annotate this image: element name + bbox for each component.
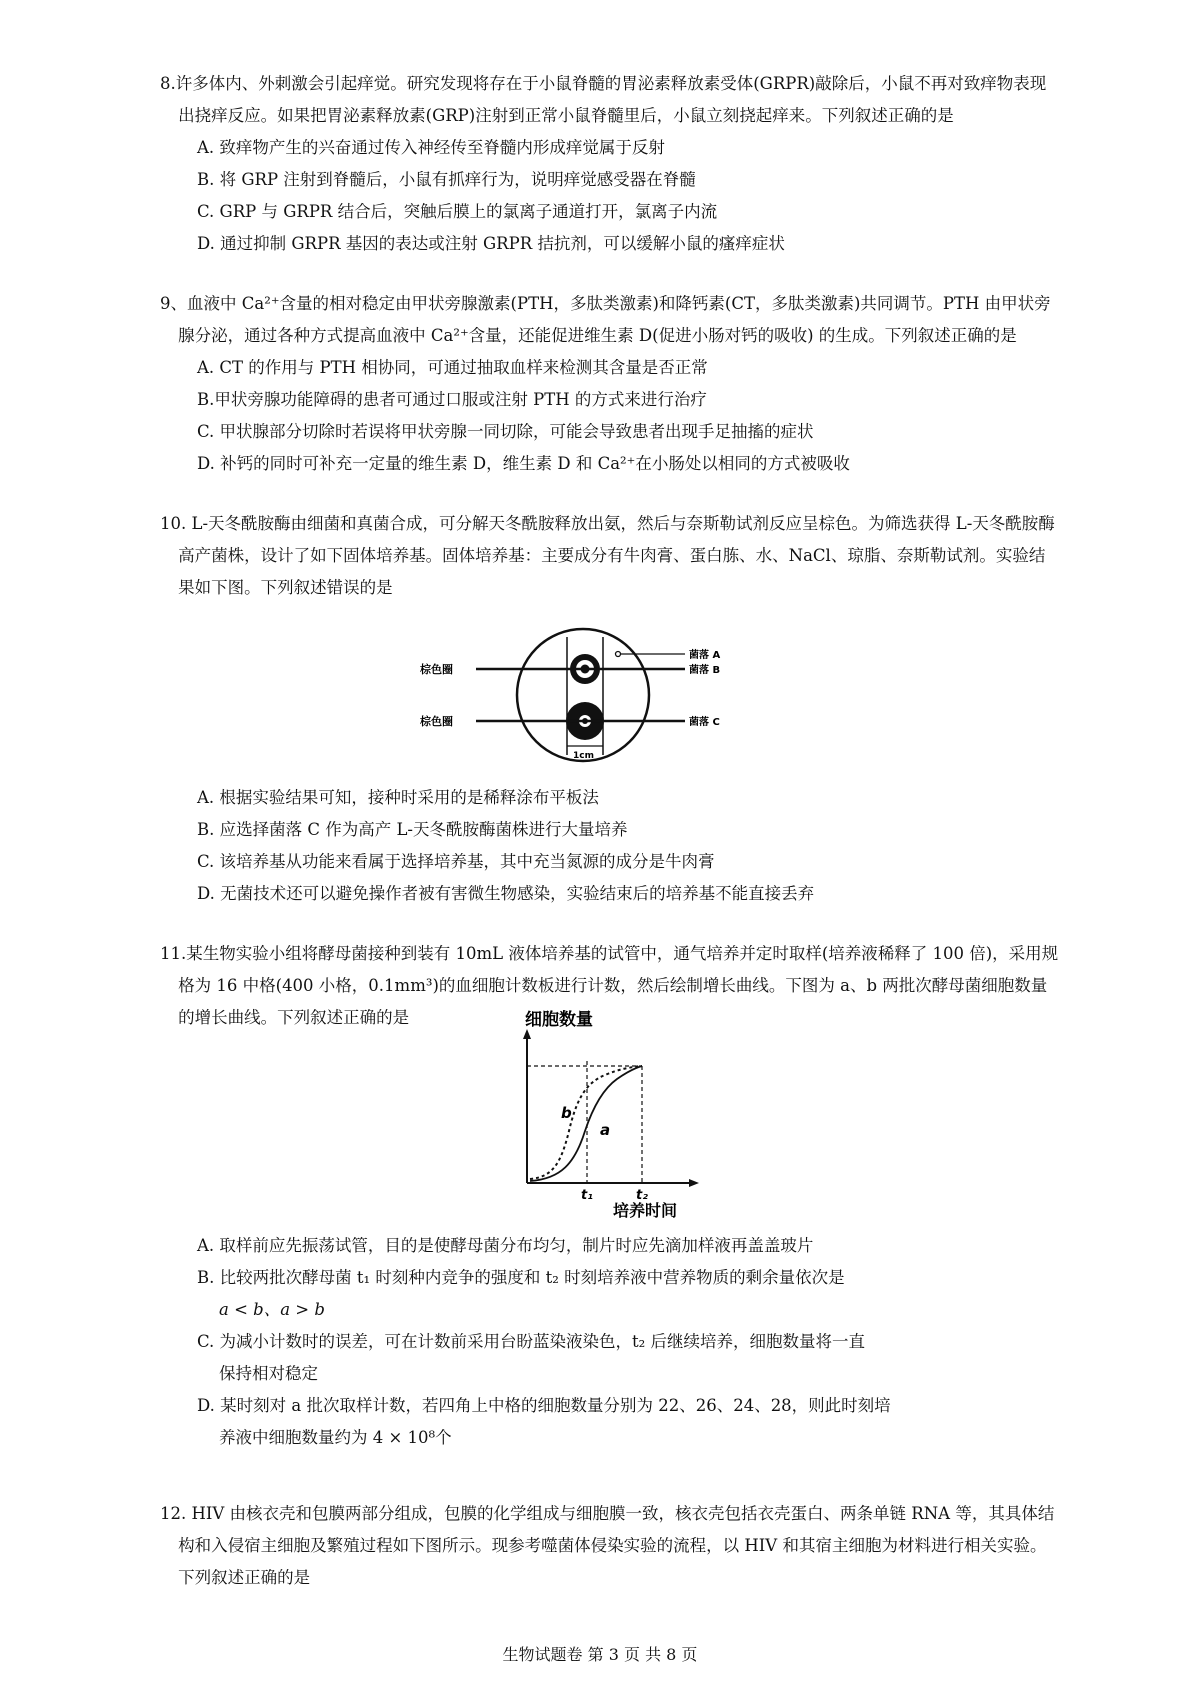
t2-label: t₂ — [636, 1188, 648, 1203]
chart-y-label: 细胞数量 — [525, 1010, 593, 1030]
q10-option-a: A. 根据实验结果可知，接种时采用的是稀释涂布平板法 — [197, 788, 599, 807]
curve-b-label: b — [561, 1104, 572, 1122]
brown-ring-label-2: 棕色圈 — [420, 715, 453, 728]
t1-label: t₁ — [581, 1188, 593, 1203]
q8-option-a: A. 致痒物产生的兴奋通过传入神经传至脊髓内形成痒觉属于反射 — [197, 138, 665, 157]
q11-option-b-line1: B. 比较两批次酵母菌 t₁ 时刻种内竞争的强度和 t₂ 时刻培养液中营养物质的剩余量依次是 — [197, 1268, 845, 1287]
q9-option-a: A. CT 的作用与 PTH 相协同，可通过抽取血样来检测其含量是否正常 — [197, 358, 708, 377]
brown-ring-label-1: 棕色圈 — [420, 663, 453, 676]
question-12 — [160, 1498, 1060, 1594]
q8-option-b: B. 将 GRP 注射到脊髓后，小鼠有抓痒行为，说明痒觉感受器在脊髓 — [197, 170, 696, 189]
q11-option-c — [160, 1326, 1060, 1390]
y-axis-arrow — [523, 1029, 531, 1039]
q9-option-c: C. 甲状腺部分切除时若误将甲状旁腺一同切除，可能会导致患者出现手足抽搐的症状 — [197, 422, 814, 441]
chart-x-label: 培养时间 — [613, 1201, 678, 1220]
x-axis-arrow — [689, 1179, 699, 1187]
question-8-stem: 8.许多体内、外刺激会引起痒觉。研究发现将存在于小鼠脊髓的胃泌素释放素受体(GRPR)敲除后，小鼠不再对致痒物表现出挠痒反应。如果把胃泌素释放素(GRP)注射到正常小鼠脊髓里后，小鼠立刻挠起痒来。下列叙述正确的是 — [160, 74, 1047, 125]
petri-dish-outline — [517, 629, 649, 761]
question-11-stem: 11.某生物实验小组将酵母菌接种到装有 10mL 液体培养基的试管中，通气培养并定时取样(培养液稀释了 100 倍)，采用规格为 16 中格(400 小格，0.1mm³)的血细胞计数板进行计数，然后绘制增长曲线。下图为 a、b 两批次酵母菌细胞数量的增长曲线。下列叙述正确的是 — [160, 944, 1059, 1027]
q10-option-b: B. 应选择菌落 C 作为高产 L-天冬酰胺酶菌株进行大量培养 — [197, 820, 628, 839]
curve-a-label: a — [600, 1121, 611, 1139]
q10-option-d: D. 无菌技术还可以避免操作者被有害微生物感染，实验结束后的培养基不能直接丢弃 — [197, 884, 815, 903]
q8-option-d: D. 通过抑制 GRPR 基因的表达或注射 GRPR 拮抗剂，可以缓解小鼠的瘙痒症状 — [197, 234, 785, 253]
question-12-stem: 12. HIV 由核衣壳和包膜两部分组成，包膜的化学组成与细胞膜一致，核衣壳包括衣壳蛋白、两条单链 RNA 等，其具体结构和入侵宿主细胞及繁殖过程如下图所示。现参考噬菌体侵染实验的流程，以 HIV 和其宿主细胞为材料进行相关实验。下列叙述正确的是 — [160, 1504, 1055, 1587]
colony-c-label: 菌落 C — [689, 717, 720, 728]
question-8 — [160, 68, 1060, 260]
q8-option-c: C. GRP 与 GRPR 结合后，突触后膜上的氯离子通道打开，氯离子内流 — [197, 202, 718, 221]
scale-label: 1cm — [573, 751, 594, 761]
q11-option-c-line2: 保持相对稳定 — [219, 1364, 318, 1383]
q11-option-d — [160, 1390, 1060, 1454]
curve-b — [530, 1066, 642, 1179]
curve-a — [530, 1066, 642, 1181]
page-footer: 生物试题卷 第 3 页 共 8 页 — [502, 1645, 698, 1664]
question-10-stem: 10. L-天冬酰胺酶由细菌和真菌合成，可分解天冬酰胺释放出氨，然后与奈斯勒试剂反应呈棕色。为筛选获得 L-天冬酰胺酶高产菌株，设计了如下固体培养基。固体培养基：主要成分有牛肉膏、蛋白胨、水、NaCl、琼脂、奈斯勒试剂。实验结果如下图。下列叙述错误的是 — [160, 514, 1055, 597]
question-11-options — [160, 1230, 1060, 1454]
question-10 — [160, 508, 1060, 604]
petri-dish-figure — [420, 625, 770, 765]
question-9 — [160, 288, 1060, 480]
q9-option-d: D. 补钙的同时可补充一定量的维生素 D，维生素 D 和 Ca²⁺在小肠处以相同的方式被吸收 — [197, 454, 850, 473]
colony-a-label: 菌落 A — [689, 650, 721, 661]
colony-a — [616, 652, 621, 657]
question-10-options — [160, 782, 1060, 910]
q10-option-c: C. 该培养基从功能来看属于选择培养基，其中充当氮源的成分是牛肉膏 — [197, 852, 715, 871]
growth-curve-chart — [505, 1003, 710, 1218]
q11-option-b-line2: a < b、a > b — [219, 1300, 325, 1319]
q11-option-d-line1: D. 某时刻对 a 批次取样计数，若四角上中格的细胞数量分别为 22、26、24、28，则此时刻培 — [197, 1396, 891, 1415]
colony-b-label: 菌落 B — [689, 665, 721, 676]
q11-option-d-line2: 养液中细胞数量约为 4 × 10⁸个 — [219, 1428, 452, 1447]
question-9-stem: 9、血液中 Ca²⁺含量的相对稳定由甲状旁腺激素(PTH，多肽类激素)和降钙素(CT，多肽类激素)共同调节。PTH 由甲状旁腺分泌，通过各种方式提高血液中 Ca²⁺含量，还能促进维生素 D(促进小肠对钙的吸收) 的生成。下列叙述正确的是 — [160, 294, 1051, 345]
q11-option-c-line1: C. 为减小计数时的误差，可在计数前采用台盼蓝染液染色，t₂ 后继续培养，细胞数量将一直 — [197, 1332, 866, 1351]
q9-option-b: B.甲状旁腺功能障碍的患者可通过口服或注射 PTH 的方式来进行治疗 — [197, 390, 707, 409]
q11-option-a: A. 取样前应先振荡试管，目的是使酵母菌分布均匀，制片时应先滴加样液再盖盖玻片 — [197, 1236, 814, 1255]
q11-option-b — [160, 1262, 1060, 1326]
